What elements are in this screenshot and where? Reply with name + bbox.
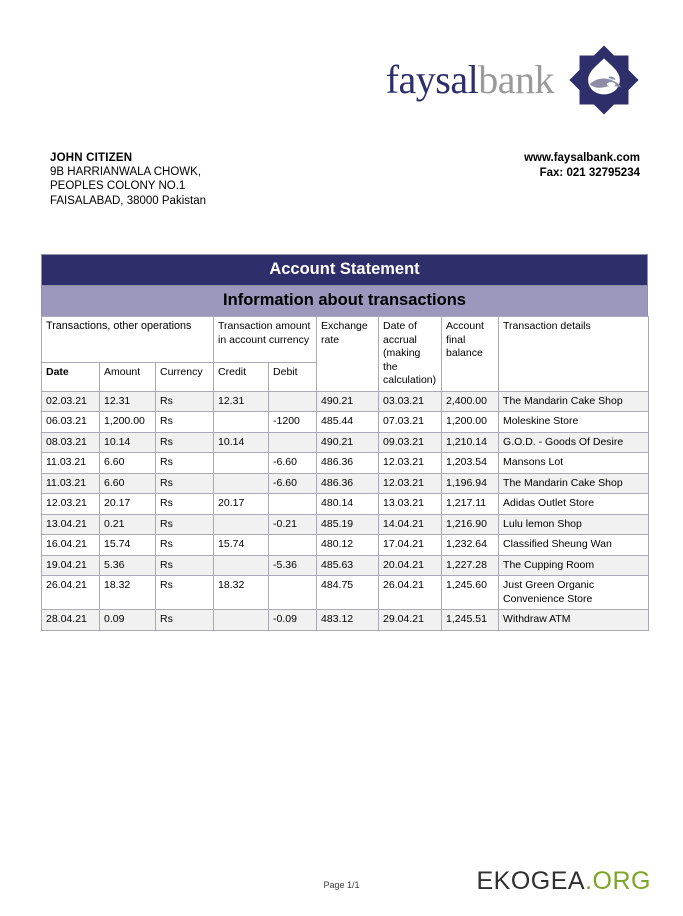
cell-currency: Rs xyxy=(156,555,214,576)
col-currency: Currency xyxy=(156,363,214,391)
watermark xyxy=(477,867,652,896)
faysalbank-star-emblem-icon xyxy=(568,44,640,116)
cell-date-of-accrual: 12.03.21 xyxy=(379,453,442,474)
cell-date: 16.04.21 xyxy=(42,535,100,556)
cell-debit: -6.60 xyxy=(269,453,317,474)
table-header xyxy=(42,317,649,392)
table-row xyxy=(42,555,649,576)
col-debit: Debit xyxy=(269,363,317,391)
cell-debit xyxy=(269,432,317,453)
cell-currency: Rs xyxy=(156,391,214,412)
col-date: Date xyxy=(42,363,100,391)
cell-debit: -0.21 xyxy=(269,514,317,535)
table-row xyxy=(42,412,649,433)
cell-credit xyxy=(214,555,269,576)
cell-balance: 1,200.00 xyxy=(442,412,499,433)
watermark-primary: EKOGEA xyxy=(476,867,586,895)
cell-currency: Rs xyxy=(156,535,214,556)
cell-amount: 0.09 xyxy=(100,610,156,631)
cell-date-of-accrual: 14.04.21 xyxy=(379,514,442,535)
cell-date: 19.04.21 xyxy=(42,555,100,576)
cell-date: 02.03.21 xyxy=(42,391,100,412)
cell-date: 12.03.21 xyxy=(42,494,100,515)
cell-exchange-rate: 485.19 xyxy=(317,514,379,535)
cell-date-of-accrual: 12.03.21 xyxy=(379,473,442,494)
watermark-secondary: .ORG xyxy=(585,867,651,895)
cell-amount: 12.31 xyxy=(100,391,156,412)
cell-date-of-accrual: 13.03.21 xyxy=(379,494,442,515)
cell-balance: 1,245.51 xyxy=(442,610,499,631)
page-footer xyxy=(0,856,683,916)
cell-credit xyxy=(214,473,269,494)
cell-date-of-accrual: 20.04.21 xyxy=(379,555,442,576)
cell-balance: 1,227.28 xyxy=(442,555,499,576)
cell-amount: 20.17 xyxy=(100,494,156,515)
cell-date-of-accrual: 29.04.21 xyxy=(379,610,442,631)
cell-exchange-rate: 480.14 xyxy=(317,494,379,515)
page-number: Page 1/1 xyxy=(323,880,360,890)
cell-date: 11.03.21 xyxy=(42,453,100,474)
customer-address-line-1: 9B HARRIANWALA CHOWK, xyxy=(50,166,202,179)
cell-date-of-accrual: 17.04.21 xyxy=(379,535,442,556)
cell-exchange-rate: 484.75 xyxy=(317,576,379,610)
table-row xyxy=(42,576,649,610)
customer-address-line-3: FAISALABAD, 38000 Pakistan xyxy=(50,194,206,207)
cell-credit: 18.32 xyxy=(214,576,269,610)
table-row xyxy=(42,432,649,453)
cell-currency: Rs xyxy=(156,494,214,515)
bank-logo xyxy=(386,44,640,116)
cell-date-of-accrual: 26.04.21 xyxy=(379,576,442,610)
bank-website: www.faysalbank.com xyxy=(524,152,640,164)
cell-debit xyxy=(269,576,317,610)
cell-balance: 1,217.11 xyxy=(442,494,499,515)
cell-balance: 1,196.94 xyxy=(442,473,499,494)
cell-amount: 1,200.00 xyxy=(100,412,156,433)
col-transaction-details: Transaction details xyxy=(499,317,649,392)
customer-address-line-2: PEOPLES COLONY NO.1 xyxy=(50,180,186,193)
cell-details: G.O.D. - Goods Of Desire xyxy=(499,432,649,453)
col-exchange-rate: Exchange rate xyxy=(317,317,379,392)
cell-balance: 1,245.60 xyxy=(442,576,499,610)
cell-details: Lulu lemon Shop xyxy=(499,514,649,535)
cell-debit: -6.60 xyxy=(269,473,317,494)
cell-balance: 1,216.90 xyxy=(442,514,499,535)
cell-balance: 1,210.14 xyxy=(442,432,499,453)
cell-date-of-accrual: 09.03.21 xyxy=(379,432,442,453)
statement-subtitle: Information about transactions xyxy=(41,285,648,316)
cell-debit: -0.09 xyxy=(269,610,317,631)
cell-date: 11.03.21 xyxy=(42,473,100,494)
col-credit: Credit xyxy=(214,363,269,391)
table-row xyxy=(42,610,649,631)
cell-exchange-rate: 486.36 xyxy=(317,473,379,494)
customer-address-block xyxy=(50,151,206,208)
cell-exchange-rate: 490.21 xyxy=(317,432,379,453)
statement-title: Account Statement xyxy=(41,254,648,285)
cell-currency: Rs xyxy=(156,453,214,474)
account-statement-section xyxy=(41,254,648,631)
cell-details: The Cupping Room xyxy=(499,555,649,576)
cell-exchange-rate: 490.21 xyxy=(317,391,379,412)
cell-date-of-accrual: 07.03.21 xyxy=(379,412,442,433)
cell-credit: 12.31 xyxy=(214,391,269,412)
table-row xyxy=(42,535,649,556)
cell-amount: 6.60 xyxy=(100,473,156,494)
cell-debit: -5.36 xyxy=(269,555,317,576)
customer-name: JOHN CITIZEN xyxy=(50,152,133,164)
table-row xyxy=(42,514,649,535)
cell-amount: 18.32 xyxy=(100,576,156,610)
cell-balance: 1,232.64 xyxy=(442,535,499,556)
bank-contact-block xyxy=(524,151,640,181)
cell-details: The Mandarin Cake Shop xyxy=(499,473,649,494)
col-amount: Amount xyxy=(100,363,156,391)
cell-amount: 5.36 xyxy=(100,555,156,576)
cell-details: Moleskine Store xyxy=(499,412,649,433)
table-row xyxy=(42,453,649,474)
cell-credit: 15.74 xyxy=(214,535,269,556)
cell-credit: 20.17 xyxy=(214,494,269,515)
cell-currency: Rs xyxy=(156,514,214,535)
cell-debit xyxy=(269,535,317,556)
col-account-final-balance: Account final balance xyxy=(442,317,499,392)
col-group-amount-in-account-currency: Transaction amount in account currency xyxy=(214,317,317,363)
cell-date: 06.03.21 xyxy=(42,412,100,433)
table-group-header-row xyxy=(42,317,649,363)
cell-debit xyxy=(269,391,317,412)
cell-credit xyxy=(214,412,269,433)
cell-amount: 15.74 xyxy=(100,535,156,556)
cell-date: 26.04.21 xyxy=(42,576,100,610)
table-row xyxy=(42,494,649,515)
cell-exchange-rate: 485.44 xyxy=(317,412,379,433)
table-body xyxy=(42,391,649,630)
cell-exchange-rate: 486.36 xyxy=(317,453,379,474)
table-row xyxy=(42,473,649,494)
cell-debit xyxy=(269,494,317,515)
cell-amount: 0.21 xyxy=(100,514,156,535)
col-date-of-accrual: Date of accrual (making the calculation) xyxy=(379,317,442,392)
cell-details: Classified Sheung Wan xyxy=(499,535,649,556)
cell-currency: Rs xyxy=(156,576,214,610)
bank-fax: Fax: 021 32795234 xyxy=(539,167,640,179)
cell-balance: 1,203.54 xyxy=(442,453,499,474)
cell-credit xyxy=(214,453,269,474)
cell-currency: Rs xyxy=(156,412,214,433)
cell-details: The Mandarin Cake Shop xyxy=(499,391,649,412)
cell-exchange-rate: 483.12 xyxy=(317,610,379,631)
logo-wordmark-primary: faysal xyxy=(385,57,479,102)
cell-date: 13.04.21 xyxy=(42,514,100,535)
cell-exchange-rate: 480.12 xyxy=(317,535,379,556)
cell-amount: 6.60 xyxy=(100,453,156,474)
cell-date: 08.03.21 xyxy=(42,432,100,453)
cell-balance: 2,400.00 xyxy=(442,391,499,412)
cell-details: Just Green Organic Convenience Store xyxy=(499,576,649,610)
logo-wordmark xyxy=(385,57,554,102)
cell-date-of-accrual: 03.03.21 xyxy=(379,391,442,412)
cell-details: Adidas Outlet Store xyxy=(499,494,649,515)
cell-currency: Rs xyxy=(156,610,214,631)
cell-credit xyxy=(214,610,269,631)
cell-currency: Rs xyxy=(156,473,214,494)
cell-date: 28.04.21 xyxy=(42,610,100,631)
cell-details: Withdraw ATM xyxy=(499,610,649,631)
cell-credit: 10.14 xyxy=(214,432,269,453)
table-row xyxy=(42,391,649,412)
cell-debit: -1200 xyxy=(269,412,317,433)
logo-wordmark-secondary: bank xyxy=(478,57,554,102)
cell-currency: Rs xyxy=(156,432,214,453)
cell-exchange-rate: 485.63 xyxy=(317,555,379,576)
cell-details: Mansons Lot xyxy=(499,453,649,474)
transactions-table xyxy=(41,316,649,631)
cell-credit xyxy=(214,514,269,535)
cell-amount: 10.14 xyxy=(100,432,156,453)
col-group-transactions: Transactions, other operations xyxy=(42,317,214,363)
